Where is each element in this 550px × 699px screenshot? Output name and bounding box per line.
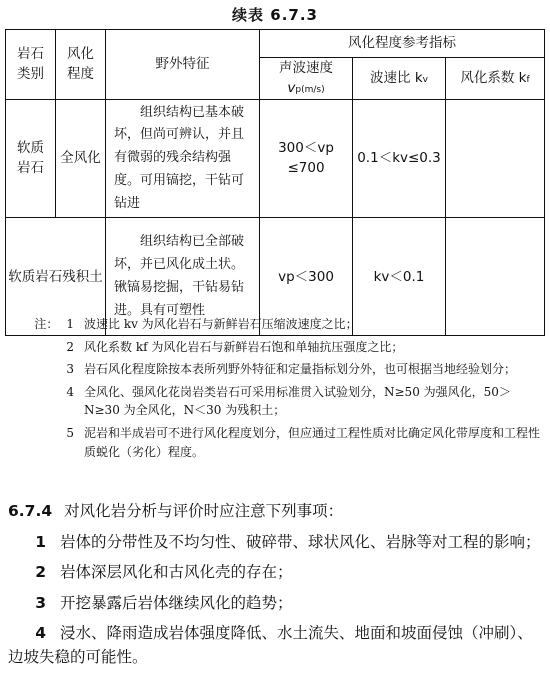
note-item: 3 岩石风化程度除按本表所列野外特征和定量指标划分外，也可根据当地经验划分； [66,362,517,377]
cell-coeff [446,99,545,218]
header-wave-velocity: 声波速度 vp(m/s) [260,58,353,100]
header-field-features: 野外特征 [106,30,260,100]
cell-degree: 全风化 [56,99,106,218]
cell-wave-velocity: 300＜vp ≤700 [260,99,353,218]
note-item: 注： 1 波速比 kv 为风化岩石与新鲜岩石压缩波速度之比； [8,315,544,334]
cell-velocity-ratio: kv＜0.1 [353,218,446,336]
section-6-7-4 [8,500,544,676]
header-weathering-coeff: 风化系数 kf [446,58,545,100]
header-reference-indices: 风化程度参考指标 [260,30,545,58]
header-rock-type: 岩石类别 [6,30,56,100]
table-notes [8,315,544,465]
cell-features: 组织结构已全部破坏，并已风化成土状。锹镐易挖掘，干钻易钻进。具有可塑性 [106,218,260,336]
note-item: 5 泥岩和半成岩可不进行风化程度划分，但应通过工程性质对比确定风化带厚度和工程性质蜕化（劣化）程度。 [66,425,541,459]
note-item: 2 风化系数 kf 为风化岩石与新鲜岩石饱和单轴抗压强度之比； [66,339,404,354]
list-item: 1 岩体的分带性及不均匀性、破碎带、球状风化、岩脉等对工程的影响； [35,532,541,551]
section-heading [8,500,544,524]
list-item: 4 浸水、降雨造成岩体强度降低、水土流失、地面和坡面侵蚀（冲刷）、边坡失稳的可能性。 [8,624,533,666]
note-item: 4 全风化、强风化花岗岩类岩石可采用标准贯入试验划分，N≥50 为强风化，50＞N≥30 为全风化，N＜30 为残积土； [66,384,511,418]
list-item: 3 开挖暴露后岩体继续风化的趋势； [35,593,293,612]
header-weathering-degree: 风化程度 [56,30,106,100]
section-title: 对风化岩分析与评价时应注意下列事项： [64,502,344,520]
table-row [6,99,545,218]
table-caption: 续表 6.7.3 [232,6,318,24]
list-item: 2 岩体深层风化和古风化壳的存在； [35,563,293,582]
cell-velocity-ratio: 0.1＜kv≤0.3 [353,99,446,218]
cell-wave-velocity: vp＜300 [260,218,353,336]
section-number: 6.7.4 [8,502,53,520]
notes-prefix: 注： 1 [34,317,74,331]
cell-rock-type: 软质岩石 [6,99,56,218]
weathering-table [5,29,545,336]
cell-features: 组织结构已基本破坏，但尚可辨认，并且有微弱的残余结构强度。可用镐挖，干钻可钻进 [106,99,260,218]
cell-rock-type: 软质岩石残积土 [6,218,106,336]
header-velocity-ratio: 波速比 kv [353,58,446,100]
